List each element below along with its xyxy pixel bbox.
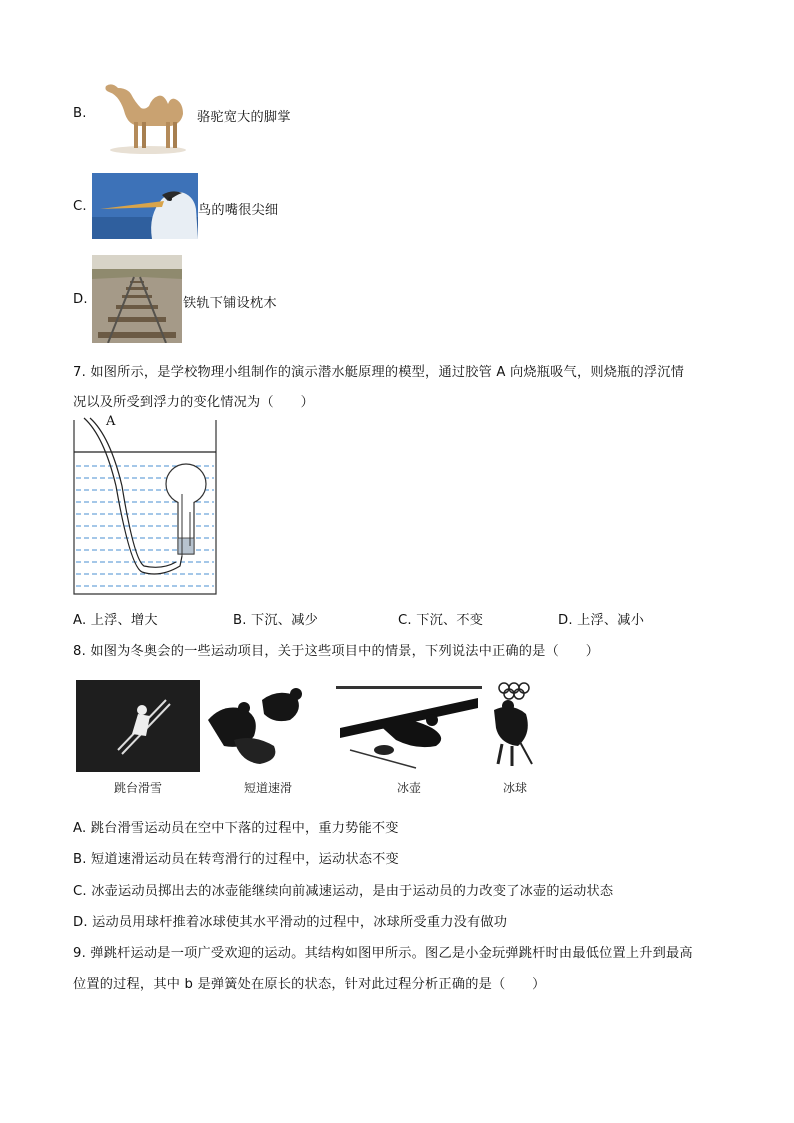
q7-option-c: C. 下沉、不变 xyxy=(398,613,484,628)
ice-hockey-caption: 冰球 xyxy=(502,781,527,795)
ice-hockey-panel xyxy=(482,680,548,798)
option-letter-c: C. xyxy=(73,199,87,214)
curling-panel xyxy=(336,680,482,798)
q7-option-b: B. 下沉、减少 xyxy=(233,613,318,628)
tube-a-label: A xyxy=(106,414,116,429)
heron-beak-photo xyxy=(92,173,198,239)
q9-text-line2: 位置的过程，其中 b 是弹簧处在原长的状态，针对此过程分析正确的是（ ） xyxy=(73,977,546,992)
ski-jumping-panel xyxy=(76,680,200,798)
camel-photo xyxy=(96,66,196,154)
short-track-caption: 短道速滑 xyxy=(243,781,292,795)
q7-option-d: D. 上浮、减小 xyxy=(558,613,645,628)
ski-jumping-caption: 跳台滑雪 xyxy=(113,781,162,795)
option-c-caption: 鸟的嘴很尖细 xyxy=(198,203,279,218)
option-b-caption: 骆驼宽大的脚掌 xyxy=(197,110,291,125)
q7-text-line1: 7. 如图所示，是学校物理小组制作的演示潜水艇原理的模型，通过胶管 A 向烧瓶吸气，则烧瓶的浮沉情 xyxy=(73,365,685,380)
q8-option-a: A. 跳台滑雪运动员在空中下落的过程中，重力势能不变 xyxy=(73,821,399,836)
q7-option-a: A. 上浮、增大 xyxy=(73,613,158,628)
q8-text-line1: 8. 如图为冬奥会的一些运动项目，关于这些项目中的情景，下列说法中正确的是（ ） xyxy=(73,644,600,659)
option-letter-d: D. xyxy=(73,292,88,307)
submarine-model-diagram xyxy=(70,416,220,598)
curling-caption: 冰壶 xyxy=(396,781,421,795)
option-letter-b: B. xyxy=(73,106,87,121)
option-d-caption: 铁轨下铺设枕木 xyxy=(183,296,277,311)
short-track-panel xyxy=(204,680,332,798)
railway-track-photo xyxy=(92,255,182,343)
q9-text-line1: 9. 弹跳杆运动是一项广受欢迎的运动。其结构如图甲所示。图乙是小金玩弹跳杆时由最低位置上升到最高 xyxy=(73,946,693,961)
q8-option-b: B. 短道速滑运动员在转弯滑行的过程中，运动状态不变 xyxy=(73,852,399,867)
q8-option-d: D. 运动员用球杆推着冰球使其水平滑动的过程中，冰球所受重力没有做功 xyxy=(73,915,508,930)
q8-option-c: C. 冰壶运动员掷出去的冰壶能继续向前减速运动，是由于运动员的力改变了冰壶的运动状态 xyxy=(73,884,614,899)
q7-text-line2: 况以及所受到浮力的变化情况为（ ） xyxy=(73,395,314,410)
